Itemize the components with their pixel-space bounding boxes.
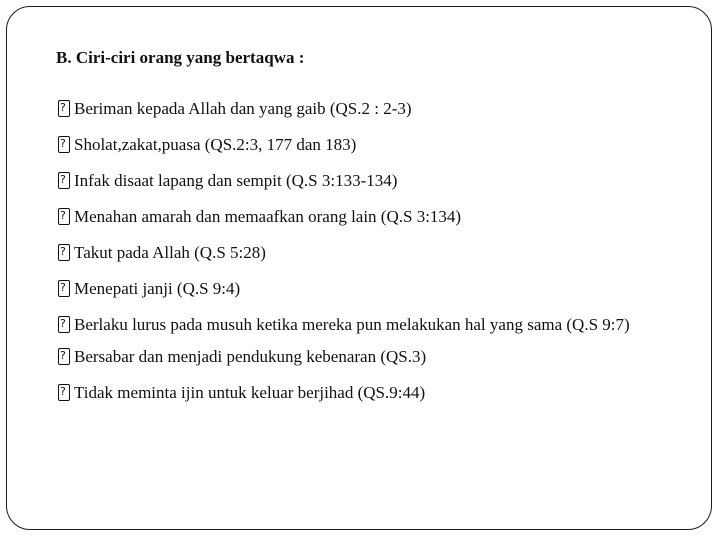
list-item-text: Menepati janji (Q.S 9:4) [74, 279, 241, 298]
list-item-text: Tidak meminta ijin untuk keluar berjihad (QS.9:44) [74, 383, 426, 402]
list-item-text: Menahan amarah dan memaafkan orang lain (Q.S 3:134) [74, 207, 462, 226]
list-item-text: Beriman kepada Allah dan yang gaib (QS.2 : 2-3) [74, 99, 412, 118]
list-item-text: Sholat,zakat,puasa (QS.2:3, 177 dan 183) [74, 135, 357, 154]
list-item [58, 277, 698, 301]
list-item-text: Infak disaat lapang dan sempit (Q.S 3:133-134) [74, 171, 398, 190]
missing-glyph-icon [58, 316, 70, 333]
list-item [58, 313, 698, 337]
missing-glyph-icon [58, 244, 70, 261]
list-item [58, 205, 698, 229]
missing-glyph-icon [58, 100, 70, 117]
list-item [58, 381, 698, 405]
slide-heading: B. Ciri-ciri orang yang bertaqwa : [56, 48, 305, 67]
list-item [58, 133, 698, 157]
missing-glyph-icon [58, 208, 70, 225]
missing-glyph-icon [58, 280, 70, 297]
missing-glyph-icon [58, 384, 70, 401]
missing-glyph-icon [58, 172, 70, 189]
list-item [58, 169, 698, 193]
list-item-text: Bersabar dan menjadi pendukung kebenaran (QS.3) [74, 347, 427, 366]
bullet-list [58, 97, 698, 417]
list-item [58, 241, 698, 265]
list-item [58, 97, 698, 121]
missing-glyph-icon [58, 136, 70, 153]
list-item-text: Takut pada Allah (Q.S 5:28) [74, 243, 266, 262]
list-item-text: Berlaku lurus pada musuh ketika mereka pun melakukan hal yang sama (Q.S 9:7) [74, 315, 630, 334]
list-item [58, 345, 698, 369]
missing-glyph-icon [58, 348, 70, 365]
